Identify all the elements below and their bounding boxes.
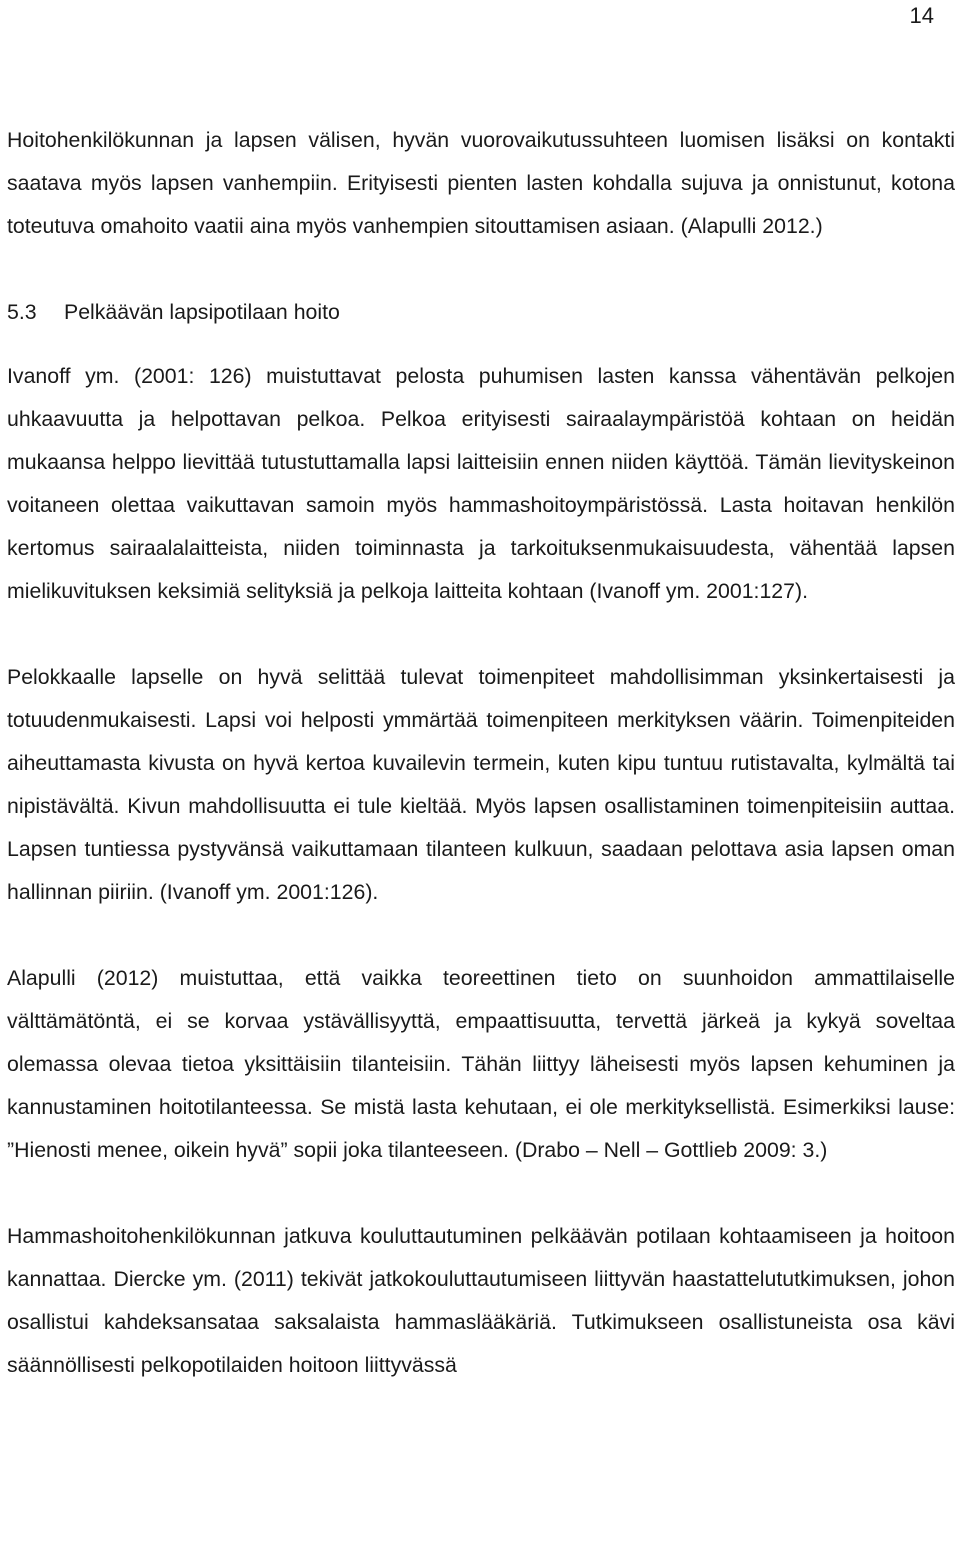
paragraph-pelokkaalle: Pelokkaalle lapselle on hyvä selittää tulevat toimenpiteet mahdollisimman yksinkertaisesti ja totuudenmukaisesti. Lapsi voi helposti ymmärtää toimenpiteen merkityksen väärin. Toimenpiteiden aiheuttamasta kivusta on hyvä kertoa kuvailevin termein, kuten kipu tuntuu rutistavalta, kylmältä tai nipistävältä. Kivun mahdollisuutta ei tule kieltää. Myös lapsen osallistaminen toimenpiteisiin auttaa. Lapsen tuntiessa pystyvänsä vaikuttamaan tilanteen kulkuun, saadaan pelottava asia lapsen oman hallinnan piiriin. (Ivanoff ym. 2001:126). [7,665,955,904]
section-number: 5.3 [7,300,37,324]
section-heading [7,291,955,334]
document-body [7,119,955,1387]
paragraph-ivanoff: Ivanoff ym. (2001: 126) muistuttavat pelosta puhumisen lasten kanssa vähentävän pelkojen uhkaavuutta ja helpottavan pelkoa. Pelkoa erityisesti sairaalaympäristöä kohtaan on heidän mukaansa helppo lievittää tutustuttamalla lapsi laitteisiin ennen niiden käyttöä. Tämän lievityskeinon voitaneen olettaa vaikuttavan samoin myös hammashoitoympäristössä. Lasta hoitavan henkilön kertomus sairaalalaitteista, niiden toiminnasta ja tarkoituksenmukaisuudesta, vähentää lapsen mielikuvituksen keksimiä selityksiä ja pelkoja laitteita kohtaan (Ivanoff ym. 2001:127). [7,364,955,603]
page-number: 14 [909,3,934,28]
paragraph-intro: Hoitohenkilökunnan ja lapsen välisen, hyvän vuorovaikutussuhteen luomisen lisäksi on kontakti saatava myös lapsen vanhempiin. Erityisesti pienten lasten kohdalla sujuva ja onnistunut, kotona toteutuva omahoito vaatii aina myös vanhempien sitouttamisen asiaan. (Alapulli 2012.) [7,128,955,238]
paragraph-alapulli: Alapulli (2012) muistuttaa, että vaikka teoreettinen tieto on suunhoidon ammattilaiselle välttämätöntä, ei se korvaa ystävällisyyttä, empaattisuutta, tervettä järkeä ja kykyä soveltaa olemassa olevaa tietoa yksittäisiin tilanteisiin. Tähän liittyy läheisesti myös lapsen kehuminen ja kannustaminen hoitotilanteessa. Se mistä lasta kehutaan, ei ole merkityksellistä. Esimerkiksi lause: ”Hienosti menee, oikein hyvä” sopii joka tilanteeseen. (Drabo – Nell – Gottlieb 2009: 3.) [7,966,955,1162]
section-title: Pelkäävän lapsipotilaan hoito [64,300,340,324]
paragraph-hammashoito: Hammashoitohenkilökunnan jatkuva kouluttautuminen pelkäävän potilaan kohtaamiseen ja hoitoon kannattaa. Diercke ym. (2011) tekivät jatkokouluttautumiseen liittyvän haastattelututkimuksen, johon osallistui kahdeksansataa saksalaista hammaslääkäriä. Tutkimukseen osallistuneista osa kävi säännöllisesti pelkopotilaiden hoitoon liittyvässä [7,1224,955,1377]
